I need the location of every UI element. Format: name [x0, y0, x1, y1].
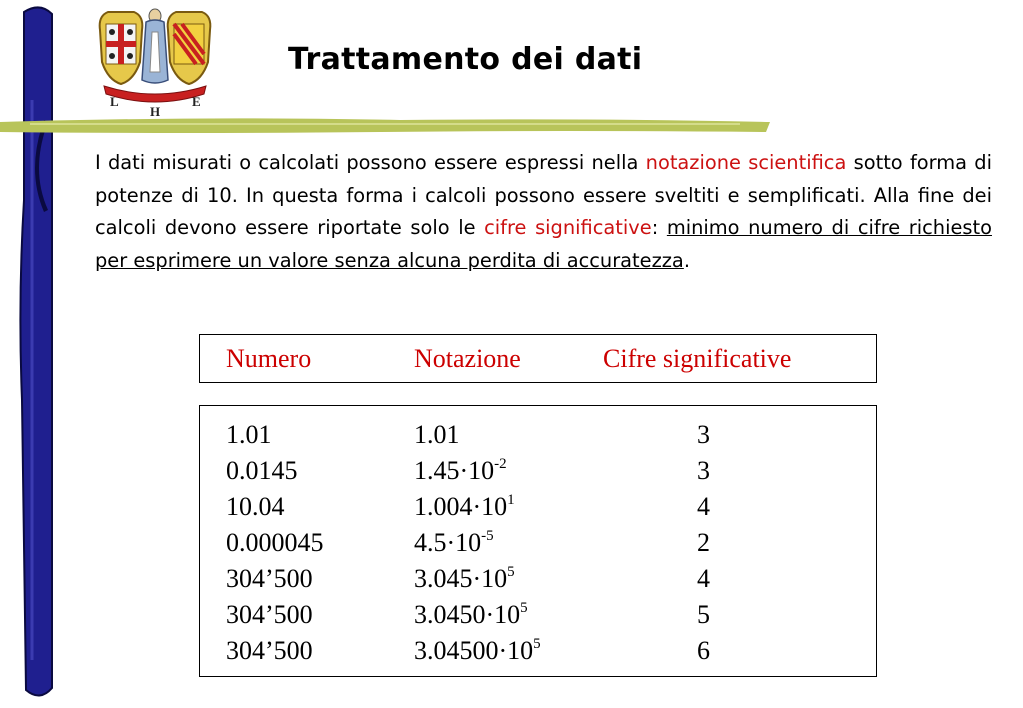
body-paragraph [95, 147, 992, 277]
cell-numero: 0.0145 [226, 456, 298, 485]
table-row [200, 600, 876, 636]
cell-numero: 0.000045 [226, 528, 324, 557]
left-shield-icon [100, 12, 143, 84]
cell-numero: 304’500 [226, 636, 313, 665]
notazione-exponent: 5 [520, 600, 528, 616]
right-shield-icon [168, 12, 211, 84]
cell-notazione [414, 564, 515, 594]
cell-cifre: 6 [697, 636, 710, 665]
notazione-exponent: -5 [481, 528, 494, 544]
table-row [200, 456, 876, 492]
header-cifre-significative: Cifre significative [603, 344, 792, 373]
notazione-exponent: -2 [494, 456, 507, 472]
paragraph-text-4: . [683, 248, 690, 272]
notazione-mantissa: 3.0450·10 [414, 600, 521, 629]
cell-cifre: 4 [697, 564, 710, 593]
logo-letter-h: H [150, 104, 161, 119]
cell-notazione [414, 420, 460, 450]
cell-numero: 1.01 [226, 420, 272, 449]
header-numero: Numero [226, 344, 312, 373]
notazione-mantissa: 1.004·10 [414, 492, 508, 521]
cell-notazione [414, 456, 507, 486]
cell-cifre: 2 [697, 528, 710, 557]
cell-numero: 304’500 [226, 600, 313, 629]
table-row [200, 492, 876, 528]
table-data-box [199, 405, 877, 677]
cell-cifre: 5 [697, 600, 710, 629]
cell-cifre: 4 [697, 492, 710, 521]
coat-of-arms-logo [94, 2, 216, 122]
paragraph-text-1: I dati misurati o calcolati possono essere espressi nella [95, 151, 646, 174]
table-row [200, 564, 876, 600]
title-underline-bar [0, 110, 780, 138]
notazione-exponent: 5 [533, 636, 541, 652]
table-row [200, 420, 876, 456]
logo-letter-l: L [110, 94, 119, 109]
left-decorative-bar [0, 0, 70, 708]
notazione-mantissa: 1.01 [414, 420, 460, 449]
cell-numero: 304’500 [226, 564, 313, 593]
notazione-mantissa: 3.04500·10 [414, 636, 534, 665]
notazione-mantissa: 4.5·10 [414, 528, 482, 557]
paragraph-text-2: sotto forma di potenze di 10. In questa forma i calcoli possono essere sveltiti e semplificati. Alla fine dei calcoli devono essere riportate solo le [95, 151, 992, 240]
notazione-exponent: 1 [507, 492, 515, 508]
table-row [200, 636, 876, 672]
notazione-exponent: 5 [507, 564, 515, 580]
cell-cifre: 3 [697, 456, 710, 485]
underlined-definition: minimo numero di cifre richiesto per esprimere un valore senza alcuna perdita di accuratezza [95, 216, 992, 272]
cell-notazione [414, 600, 528, 630]
cell-numero: 10.04 [226, 492, 285, 521]
notazione-mantissa: 1.45·10 [414, 456, 495, 485]
highlight-notazione-scientifica: notazione scientifica [645, 151, 847, 174]
cell-cifre: 3 [697, 420, 710, 449]
cell-notazione [414, 636, 541, 666]
table-header-box [199, 334, 877, 383]
paragraph-text-3: : [651, 216, 667, 240]
cell-notazione [414, 528, 494, 558]
madonna-figure-icon [142, 9, 168, 83]
notazione-mantissa: 3.045·10 [414, 564, 508, 593]
cell-notazione [414, 492, 515, 522]
logo-letter-e: E [192, 94, 201, 109]
highlight-cifre-significative: cifre significative [484, 216, 652, 240]
page-title: Trattamento dei dati [288, 42, 643, 77]
header-notazione: Notazione [414, 344, 521, 373]
table-row [200, 528, 876, 564]
